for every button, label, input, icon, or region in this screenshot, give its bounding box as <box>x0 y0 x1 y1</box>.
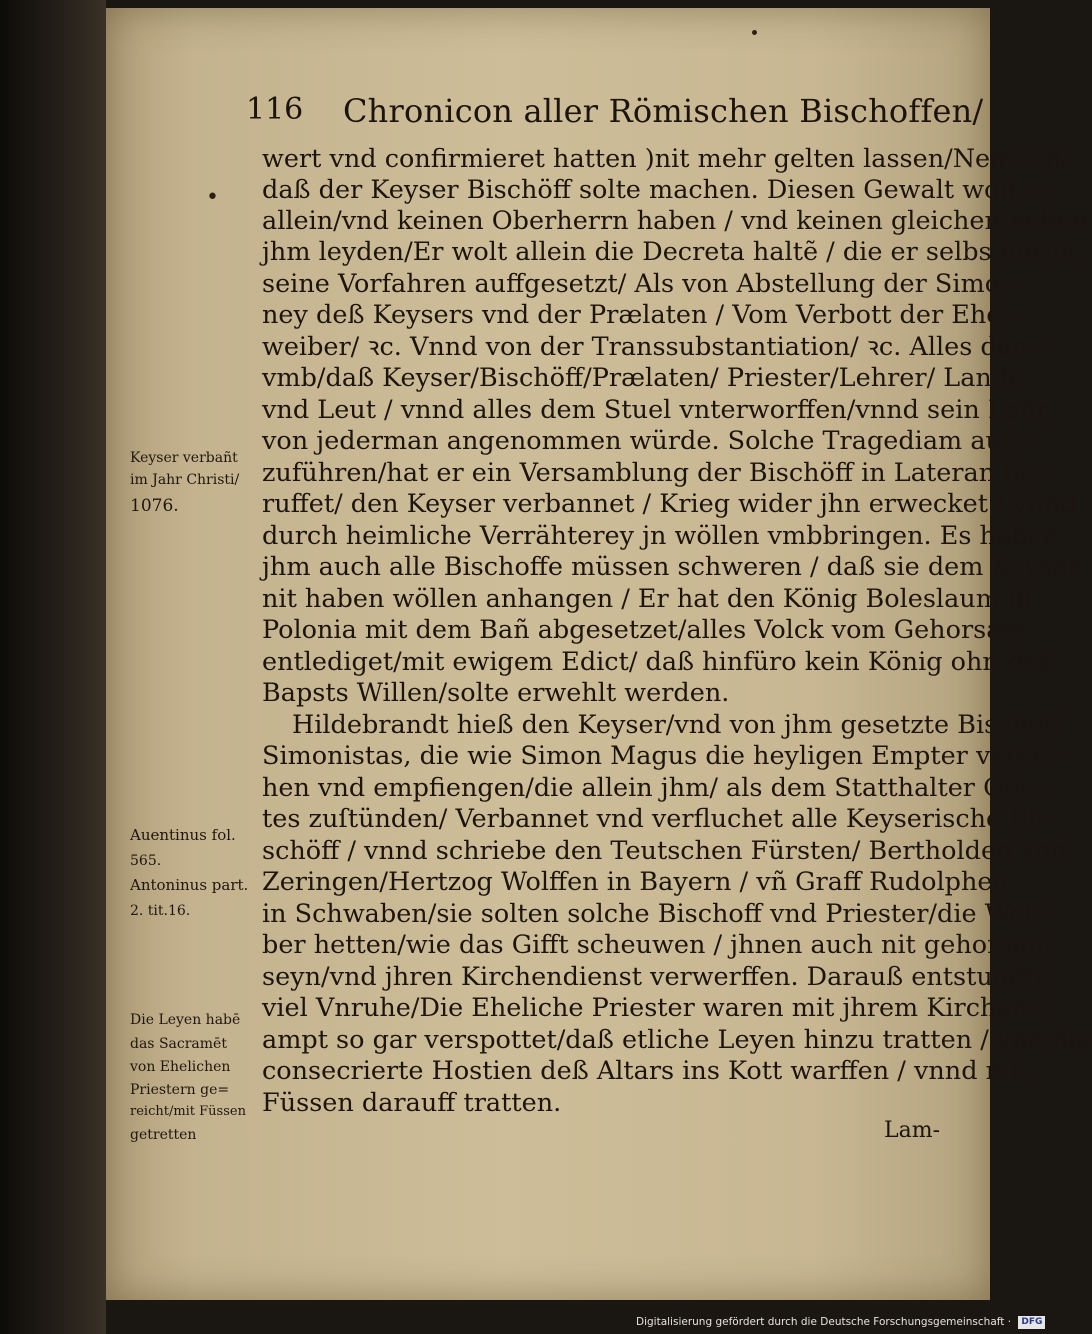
margin-note-line: Auentinus fol. <box>130 826 236 844</box>
digitization-credit <box>636 1312 1043 1332</box>
body-line: Bapsts Willen/solte erwehlt werden. <box>262 678 730 708</box>
margin-note-line: im Jahr Christi/ <box>130 472 240 488</box>
margin-note-line: Priestern ge= <box>130 1082 230 1098</box>
body-line: ber hetten/wie das Gifft scheuwen / jhnen auch nit gehorsam <box>262 930 1052 960</box>
body-line: von jederman angenommen würde. Solche Tragediam auß= <box>262 426 1041 456</box>
body-line: nit haben wöllen anhangen / Er hat den König Boleslaum in <box>262 584 1033 614</box>
body-line: Hildebrandt hieß den Keyser/vnd von jhm gesetzte Bischoff <box>292 710 1062 740</box>
body-line: jhm auch alle Bischoffe müssen schweren / daß sie dem Keyser <box>262 552 1080 582</box>
body-line: Polonia mit dem Bañ abgesetzet/alles Volck vom Gehorsam <box>262 615 1026 645</box>
catchword: Lam- <box>884 1118 941 1143</box>
body-line: hen vnd empfiengen/die allein jhm/ als dem Statthalter Got= <box>262 773 1051 803</box>
scan-left-margin <box>0 0 106 1334</box>
ink-speck <box>752 30 757 35</box>
body-line: schöff / vnnd schriebe den Teutschen Fürsten/ Bertholden von <box>262 836 1067 866</box>
body-line: zuführen/hat er ein Versamblung der Bischöff in Lateran be= <box>262 458 1056 488</box>
body-line: tes zuſtünden/ Verbannet vnd verfluchet alle Keyserische Bi= <box>262 804 1058 834</box>
body-line: wert vnd confirmieret hatten )nit mehr gelten lassen/Nemlich/ <box>262 144 1070 174</box>
margin-note-line: Antoninus part. <box>130 876 249 894</box>
margin-note-line: getretten <box>130 1127 197 1143</box>
margin-note-line: das Sacramēt <box>130 1036 227 1052</box>
page-number: 116 <box>246 92 304 127</box>
body-line: seyn/vnd jhren Kirchendienst verwerffen. Darauß entstundte <box>262 962 1051 992</box>
margin-note-line: 565. <box>130 853 162 869</box>
body-line: Simonistas, die wie Simon Magus die heyligen Empter verlie= <box>262 741 1071 771</box>
pointer-mark: • <box>206 185 219 210</box>
body-line: vnd Leut / vnnd alles dem Stuel vnterworffen/vnnd sein Lehr <box>262 395 1049 425</box>
body-line: entlediget/mit ewigem Edict/ daß hinfüro kein König ohn deß <box>262 647 1056 677</box>
credit-text: Digitalisierung gefördert durch die Deutsche Forschungsgemeinschaft · <box>636 1316 1012 1328</box>
body-line: viel Vnruhe/Die Eheliche Priester waren mit jhrem Kirchen= <box>262 993 1050 1023</box>
body-line: in Schwaben/sie solten solche Bischoff vnd Priester/die Wei= <box>262 899 1054 929</box>
body-line: consecrierte Hostien deß Altars ins Kott warffen / vnnd mit <box>262 1056 1029 1086</box>
dfg-logo: DFG <box>1018 1316 1045 1329</box>
margin-note-line: 1076. <box>130 496 179 516</box>
margin-note-line: Die Leyen habē <box>130 1012 241 1028</box>
body-line: durch heimliche Verrähterey jn wöllen vmbbringen. Es haben <box>262 521 1059 551</box>
body-line: ampt so gar verspottet/daß etliche Leyen hinzu tratten / vnd die <box>262 1025 1092 1055</box>
body-line: seine Vorfahren auffgesetzt/ Als von Abstellung der Simo= <box>262 269 1022 299</box>
body-line: allein/vnd keinen Oberherrn haben / vnd keinen gleichen neben <box>262 206 1089 236</box>
margin-note-line: reicht/mit Füssen <box>130 1104 246 1119</box>
margin-note-line: 2. tit.16. <box>130 903 191 919</box>
body-line: Füssen darauff tratten. <box>262 1088 562 1118</box>
running-title: Chronicon aller Römischen Bischoffen/ <box>343 92 984 130</box>
body-line: ruffet/ den Keyser verbannet / Krieg wider jhn erwecket / vnnd <box>262 489 1077 519</box>
body-line: ney deß Keysers vnd der Prælaten / Vom Verbott der Ehe= <box>262 300 1023 330</box>
body-line: weiber/ ꝛc. Vnnd von der Transsubstantiation/ ꝛc. Alles dar= <box>262 332 1046 362</box>
body-line: daß der Keyser Bischöff solte machen. Diesen Gewalt wolt er <box>262 175 1054 205</box>
body-line: Zeringen/Hertzog Wolffen in Bayern / vñ Graff Rudolphen <box>262 867 1009 897</box>
margin-note-line: von Ehelichen <box>130 1059 231 1075</box>
body-line: vmb/daß Keyser/Bischöff/Prælaten/ Priester/Lehrer/ Lande <box>262 363 1024 393</box>
margin-note-line: Keyser verbañt <box>130 450 238 466</box>
body-line: jhm leyden/Er wolt allein die Decreta haltẽ / die er selbs durch <box>262 237 1076 267</box>
